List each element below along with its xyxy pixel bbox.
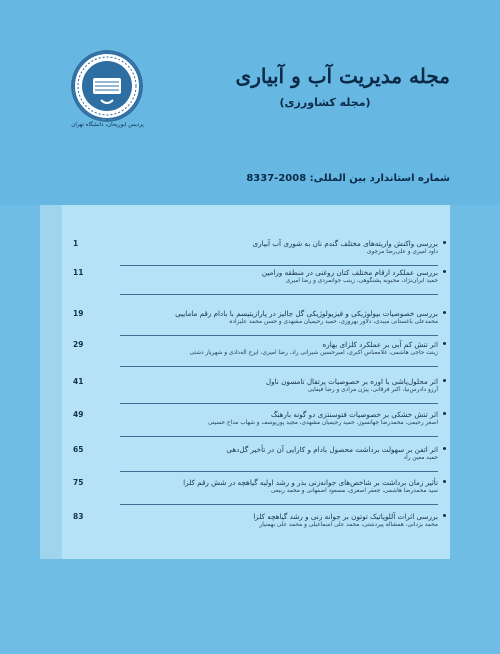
toc-item-authors: حمید معین راد [403,455,438,461]
toc-item-authors: حمید ایران‌نژاد، محبوبه پشنگوهی، زینب جوانمردی و رضا امیری [285,278,438,284]
toc-item-title: اثر تنش کم آبی بر عملکرد کلزای بهاره [322,340,438,349]
bullet-icon [443,241,446,244]
bullet-icon [443,480,446,483]
bullet-icon [443,270,446,273]
bullet-icon [443,447,446,450]
journal-subtitle: (مجله کشاورزی) [279,96,371,109]
toc-item-title: اثر تنش خشکی بر خصوصیات فتوسنتزی دو گونه بارهنگ [271,410,438,419]
bullet-icon [443,514,446,517]
toc-item-page: 29 [73,340,84,349]
toc-item-authors: داود امیری و علی‌رضا مرجوی [366,249,438,255]
toc-item-authors: محمد یزدانی، همشاله پیردشتی، محمد علی اسماعیلی و محمد علی بهمنیار [259,522,438,528]
toc-item-page: 49 [73,410,84,419]
divider [120,436,438,437]
toc-item-page: 41 [73,377,84,386]
toc-item-authors: سید محمدرضا هاشمی، جعفر اصغری، مسعود اصفهانی و محمد ربیعی [271,488,438,494]
toc-item-page: 11 [73,268,84,277]
toc-item-page: 83 [73,512,84,521]
toc-item-page: 1 [73,239,79,248]
divider [120,403,438,404]
campus-name: پردیس ابوریحان، دانشگاه تهران [71,122,144,128]
bullet-icon [443,342,446,345]
university-logo [71,50,143,122]
divider [120,335,438,336]
divider [120,294,438,295]
divider [120,471,438,472]
toc-item-title: بررسی اثرات آللوپاتیک توتون بر جوانه زنی و رشد گیاهچه کلزا [253,512,438,521]
bullet-icon [443,379,446,382]
issn-number: شماره استاندارد بین المللی: 2008-8337 [246,173,450,184]
toc-item-page: 65 [73,445,84,454]
toc-item[interactable] [40,512,450,552]
journal-title: مجله مدیریت آب و آبیاری [235,64,450,88]
divider [120,265,438,266]
bullet-icon [443,311,446,314]
toc-item-authors: آرزو دادرس‌نیا، اکبر فرقانی، پیژن مرادی و رضا فیفایی [307,387,438,393]
toc-item-authors: محمدعلی باغستانی میبدی، دلاور بهروزی، حمید رحیمیان مشهدی و حسن محمد علیزاده [229,319,438,325]
divider [120,366,438,367]
toc-item-title: بررسی عملکرد ارقام مختلف کتان روغنی در منطقه ورامین [261,268,438,277]
table-of-contents [40,205,450,559]
toc-item[interactable] [40,268,450,308]
divider [120,504,438,505]
toc-item-title: بررسی واکنش واریته‌های مختلف گندم نان به شوری آب آبیاری [252,239,438,248]
toc-item-page: 75 [73,478,84,487]
toc-item[interactable] [40,340,450,380]
toc-item-authors: زینت حاجی هاشمی، غلامعباس اکبری، امیرحسین شیرانی راد، رضا امیری، ایرج اله‌دادی و شهریار دشتی [189,350,438,356]
toc-item-title: اثر اتفن بر سهولت برداشت محصول بادام و کارایی آن در تأخیر گل‌دهی [226,445,438,454]
header-band [0,0,500,205]
bullet-icon [443,412,446,415]
toc-item-authors: اصغر رحیمی، محمدرضا جهانسوز، حمید رحیمیان مشهدی، مجید پوریوسف و شهاب مداح حسینی [207,420,438,426]
toc-item-title: تأثیر زمان برداشت بر شاخص‌های جوانه‌زنی بذر و رشد اولیه گیاهچه در شش رقم کلزا [183,478,438,487]
toc-item-title: بررسی خصوصیات بیولوژیکی و فیزیولوژیکی گل جالیز در پارازیتیسم با بادام رقم ماماییی [175,309,438,318]
toc-item[interactable] [40,410,450,450]
toc-item-title: اثر محلول‌پاشی با اوره بر خصوصیات پرتقال تامسون ناول [265,377,438,386]
toc-item-page: 19 [73,309,84,318]
